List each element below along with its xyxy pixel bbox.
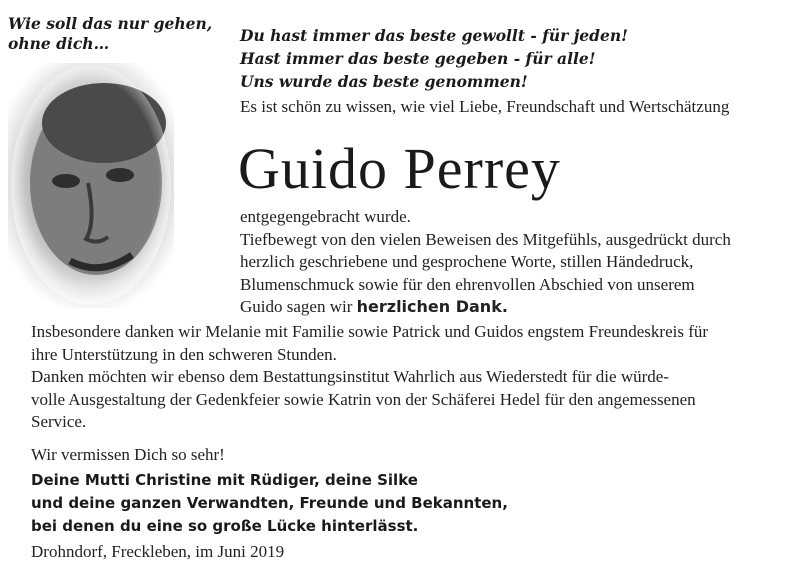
thanks-paragraph xyxy=(240,206,731,319)
motto-line: Wie soll das nur gehen, xyxy=(8,14,213,33)
poem-line: Du hast immer das beste gewollt - für jeden! xyxy=(240,26,628,45)
text-line: ihre Unterstützung in den schweren Stunden. xyxy=(31,344,337,364)
text-fragment: Guido sagen wir xyxy=(240,297,357,317)
text-line: Blumenschmuck sowie für den ehrenvollen Abschied von unserem xyxy=(240,274,695,294)
place-date: Drohndorf, Freckleben, im Juni 2019 xyxy=(31,542,285,561)
motto-line: ohne dich… xyxy=(8,34,110,53)
portrait-face-icon xyxy=(8,63,174,308)
text-line: Tiefbewegt von den vielen Beweisen des Mitgefühls, ausgedrückt durch xyxy=(240,229,731,249)
signer-line: und deine ganzen Verwandten, Freunde und Bekannten, xyxy=(31,494,508,512)
portrait-photo xyxy=(8,63,174,308)
deceased-name: Guido Perrey xyxy=(238,136,561,201)
miss-you-line: Wir vermissen Dich so sehr! xyxy=(31,444,225,464)
text-line: volle Ausgestaltung der Gedenkfeier sowie Katrin von der Schäferei Hedel für den angemessenen xyxy=(31,389,696,409)
acknowledgement-paragraph xyxy=(31,321,708,467)
poem-line: Uns wurde das beste genommen! xyxy=(240,72,528,91)
signers xyxy=(31,469,508,538)
text-line: Service. xyxy=(31,412,87,432)
text-line: herzlich geschriebene und gesprochene Worte, stillen Händedruck, xyxy=(240,252,694,272)
text-line: entgegengebracht wurde. xyxy=(240,207,411,226)
intro-text: Es ist schön zu wissen, wie viel Liebe, Freundschaft und Wertschätzung xyxy=(240,97,730,116)
text-line: Insbesondere danken wir Melanie mit Familie sowie Patrick und Guidos engstem Freundeskreis für xyxy=(31,322,709,341)
text-line xyxy=(240,296,731,319)
motto xyxy=(8,14,213,54)
signer-line: bei denen du eine so große Lücke hinterlässt. xyxy=(31,517,419,535)
text-line: Danken möchten wir ebenso dem Bestattungsinstitut Wahrlich aus Wiederstedt für die würde- xyxy=(31,367,669,387)
poem xyxy=(240,24,628,93)
thanks-emphasis: herzlichen Dank. xyxy=(356,297,508,317)
poem-line: Hast immer das beste gegeben - für alle! xyxy=(240,49,596,68)
signer-line: Deine Mutti Christine mit Rüdiger, deine Silke xyxy=(31,471,418,489)
